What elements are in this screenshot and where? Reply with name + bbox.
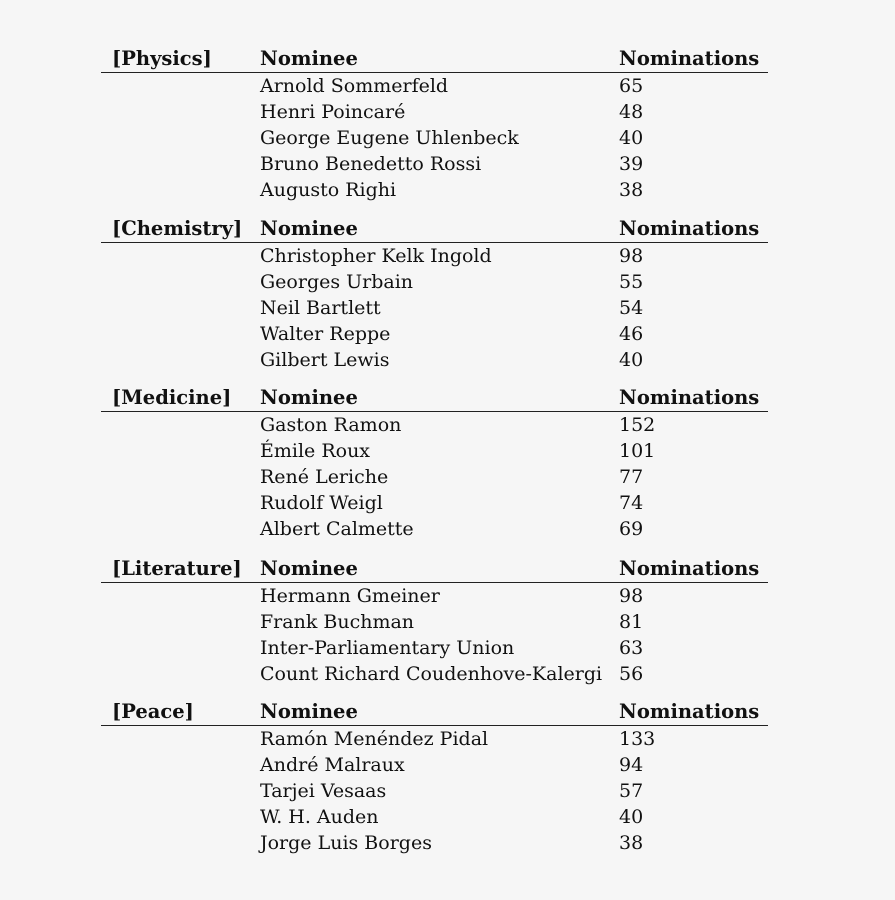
- nomination-count: 55: [619, 271, 644, 293]
- nominee-name: Henri Poincaré: [260, 101, 406, 123]
- nominee-name: Jorge Luis Borges: [260, 832, 432, 854]
- nominee-name: René Leriche: [260, 466, 389, 488]
- nomination-count: 152: [619, 414, 656, 436]
- nominee-name: André Malraux: [260, 754, 405, 776]
- nomination-count: 133: [619, 728, 656, 750]
- table-row: [0, 295, 895, 321]
- table-row: [0, 151, 895, 177]
- table-row: [0, 830, 895, 856]
- table-row: [0, 243, 895, 269]
- section-medicine: [0, 384, 895, 542]
- table-row: [0, 464, 895, 490]
- nominee-name: Gaston Ramon: [260, 414, 402, 436]
- nomination-count: 39: [619, 153, 644, 175]
- table-row: [0, 635, 895, 661]
- nominee-name: Albert Calmette: [260, 518, 414, 540]
- nominee-name: George Eugene Uhlenbeck: [260, 127, 519, 149]
- table-row: [0, 661, 895, 687]
- nominee-header: Nominee: [260, 217, 358, 240]
- nomination-count: 63: [619, 637, 644, 659]
- category-label: [Peace]: [112, 700, 194, 723]
- nomination-count: 81: [619, 611, 644, 633]
- header-row: [0, 215, 895, 243]
- category-label: [Physics]: [112, 47, 212, 70]
- nominee-name: Bruno Benedetto Rossi: [260, 153, 482, 175]
- table-row: [0, 583, 895, 609]
- table-row: [0, 177, 895, 203]
- section-literature: [0, 555, 895, 687]
- nominee-name: Georges Urbain: [260, 271, 414, 293]
- table-row: [0, 125, 895, 151]
- table-row: [0, 438, 895, 464]
- table-row: [0, 609, 895, 635]
- nominations-header: Nominations: [619, 217, 760, 240]
- table-row: [0, 347, 895, 373]
- nominee-name: Christopher Kelk Ingold: [260, 245, 492, 267]
- nominee-name: Arnold Sommerfeld: [260, 75, 449, 97]
- nominee-name: Walter Reppe: [260, 323, 391, 345]
- table-row: [0, 321, 895, 347]
- table-row: [0, 269, 895, 295]
- table-row: [0, 73, 895, 99]
- nomination-count: 38: [619, 179, 644, 201]
- nominations-header: Nominations: [619, 386, 760, 409]
- section-physics: [0, 45, 895, 203]
- nominee-header: Nominee: [260, 700, 358, 723]
- nomination-count: 46: [619, 323, 644, 345]
- nominee-header: Nominee: [260, 557, 358, 580]
- nomination-count: 40: [619, 127, 644, 149]
- nominations-header: Nominations: [619, 47, 760, 70]
- table-row: [0, 490, 895, 516]
- nomination-count: 57: [619, 780, 644, 802]
- nomination-count: 94: [619, 754, 644, 776]
- nominee-name: Augusto Righi: [260, 179, 397, 201]
- nominee-name: Ramón Menéndez Pidal: [260, 728, 489, 750]
- nomination-count: 101: [619, 440, 656, 462]
- table-row: [0, 778, 895, 804]
- nominations-header: Nominations: [619, 700, 760, 723]
- nomination-count: 38: [619, 832, 644, 854]
- table-row: [0, 516, 895, 542]
- nomination-count: 98: [619, 245, 644, 267]
- category-label: [Medicine]: [112, 386, 232, 409]
- header-row: [0, 555, 895, 583]
- nominee-name: Neil Bartlett: [260, 297, 381, 319]
- nomination-count: 54: [619, 297, 644, 319]
- nominee-name: Tarjei Vesaas: [260, 780, 387, 802]
- nominee-name: Hermann Gmeiner: [260, 585, 440, 607]
- nominee-name: Émile Roux: [260, 440, 371, 462]
- nominee-name: W. H. Auden: [260, 806, 379, 828]
- nomination-count: 74: [619, 492, 644, 514]
- nominations-header: Nominations: [619, 557, 760, 580]
- section-peace: [0, 698, 895, 856]
- header-row: [0, 45, 895, 73]
- table-row: [0, 412, 895, 438]
- header-row: [0, 384, 895, 412]
- nomination-count: 98: [619, 585, 644, 607]
- nominee-name: Frank Buchman: [260, 611, 415, 633]
- header-row: [0, 698, 895, 726]
- table-row: [0, 804, 895, 830]
- nominee-name: Gilbert Lewis: [260, 349, 390, 371]
- table-row: [0, 726, 895, 752]
- nominee-header: Nominee: [260, 47, 358, 70]
- nomination-count: 65: [619, 75, 644, 97]
- nomination-count: 40: [619, 349, 644, 371]
- category-label: [Literature]: [112, 557, 242, 580]
- nominee-name: Count Richard Coudenhove-Kalergi: [260, 663, 603, 685]
- nominee-name: Inter-Parliamentary Union: [260, 637, 515, 659]
- nominee-name: Rudolf Weigl: [260, 492, 383, 514]
- nomination-count: 56: [619, 663, 644, 685]
- table-row: [0, 99, 895, 125]
- table-row: [0, 752, 895, 778]
- nominee-header: Nominee: [260, 386, 358, 409]
- category-label: [Chemistry]: [112, 217, 243, 240]
- nomination-count: 77: [619, 466, 644, 488]
- nomination-count: 48: [619, 101, 644, 123]
- nomination-count: 40: [619, 806, 644, 828]
- nomination-count: 69: [619, 518, 644, 540]
- section-chemistry: [0, 215, 895, 373]
